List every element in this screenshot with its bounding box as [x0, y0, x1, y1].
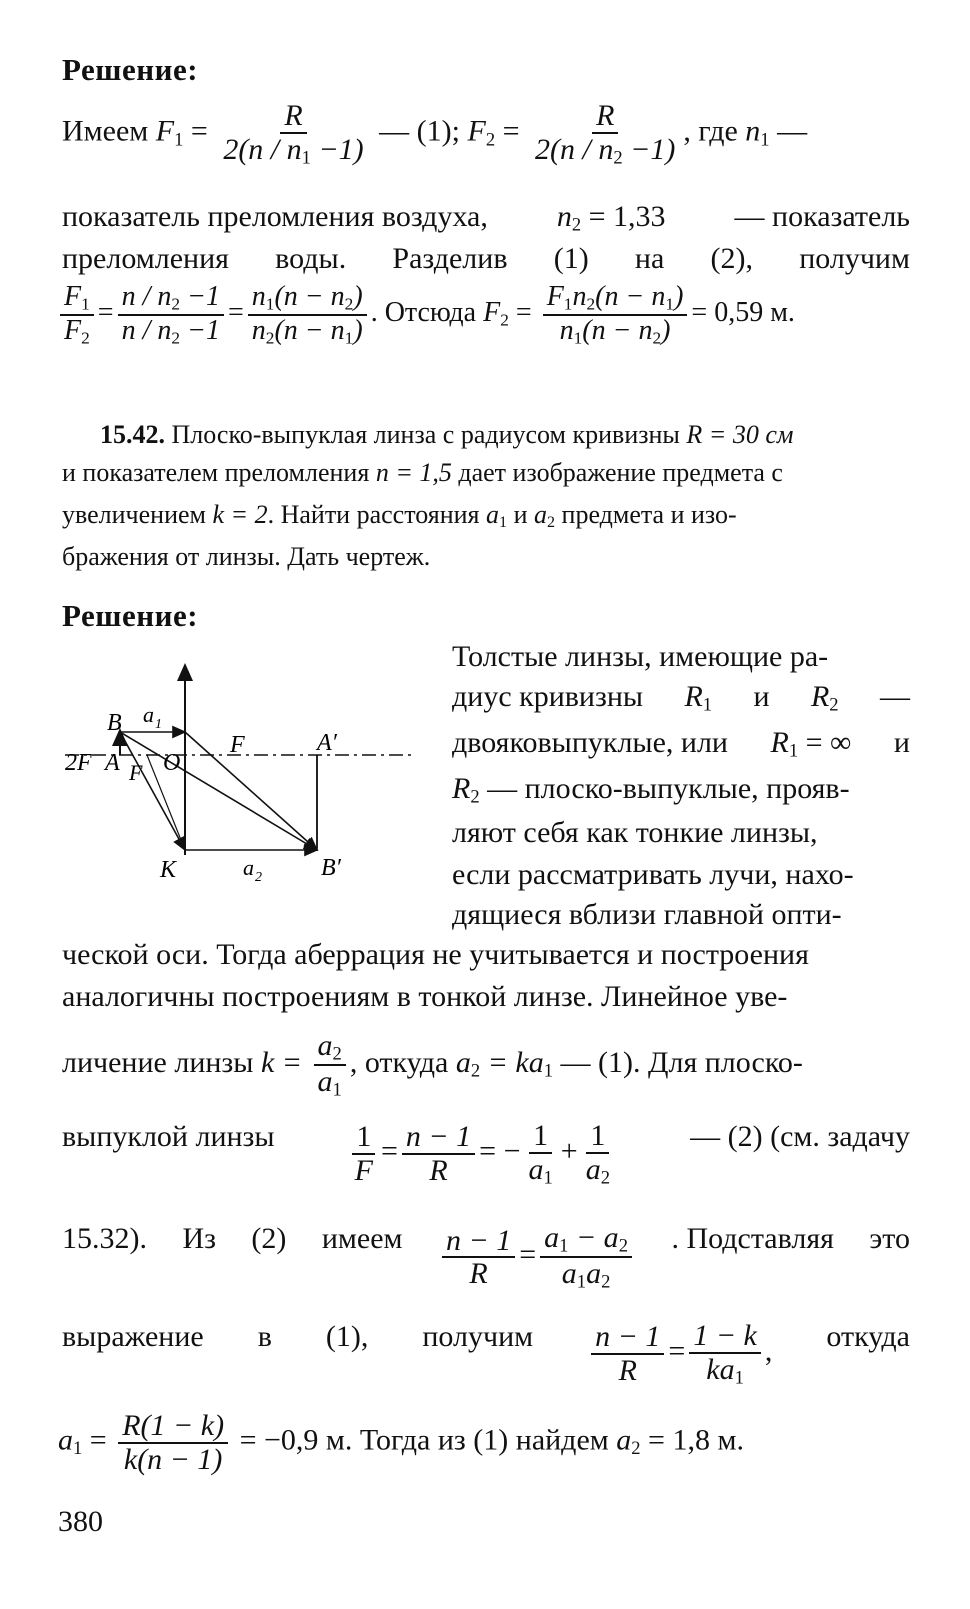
- sol2-line-iz: 15.32). Из (2) имеем $\frac{n - 1}{R}$ = $\frac{a_1 - a_2}{a_1a_2}$ . Подставляя это: [62, 1221, 910, 1293]
- label-a2: a: [243, 855, 254, 880]
- sol2-line-full-1: ческой оси. Тогда аберрация не учитывается и построения: [62, 938, 809, 971]
- sol1-line-2: показатель преломления воздуха, $n_2 = 1,33$ — показатель: [62, 200, 910, 236]
- sol2-line-vyr: выражение в (1), получим $\frac{n - 1}{R}$ = $\frac{1 - k}{ka_1}$ , откуда: [62, 1319, 910, 1389]
- sol1-line-4: $\frac{F_1}{F_2}$ = $\frac{n / n_2 -1}{n / n_2 -1}$ = $\frac{n_1(n - n_2)}{n_2(n - n_1)}$ . Отсюда $F_2$ = $\frac{F_1n_2(n - n_1)}{n_1(n - n_2)}$ = 0,59 м.: [56, 282, 795, 347]
- label-F-low: F: [129, 760, 143, 785]
- problem-line-1: 15.42. Плоско-выпуклая линза с радиусом кривизны R = 30 см: [100, 420, 794, 449]
- formula-f2: $\frac{R}{2(n / n_2 -1)}$: [535, 99, 676, 169]
- label-F-top: F: [230, 732, 245, 758]
- sol2-right-line-7: дящиеся вблизи главной опти-: [452, 898, 842, 931]
- svg-text:2: 2: [255, 870, 262, 885]
- label-2F: 2F: [65, 750, 92, 776]
- sol2-right-line-2: диус кривизны $R_1$ и $R_2$ —: [452, 680, 910, 716]
- page-number: 380: [58, 1505, 103, 1538]
- label-O: O: [163, 750, 181, 776]
- label-K: K: [160, 857, 177, 883]
- sol2-right-line-4: $R_2$ — плоско-выпуклые, прояв-: [452, 772, 850, 808]
- label-A: A: [105, 750, 120, 776]
- sol2-line-vyp: выпуклой линзы $\frac{1}{F}$ = $\frac{n - 1}{R}$ = − $\frac{1}{a_1}$ + $\frac{1}{a_2}$ — (2) (см. задачу: [62, 1119, 910, 1189]
- solution-heading-2: Решение:: [62, 598, 199, 633]
- problem-line-3: увеличением k = 2. Найти расстояния $a_1$ и $a_2$ предмета и изо-: [62, 500, 737, 532]
- sol2-line-full-2: аналогичны построениям в тонкой линзе. Линейное уве-: [62, 980, 788, 1013]
- sol2-right-line-6: если рассматривать лучи, нахо-: [452, 858, 854, 891]
- sol1-line-1: Имеем $F_1$ = $\frac{R}{2(n / n_1 -1)}$ — (1); $F_2$ = $\frac{R}{2(n / n_2 -1)}$ , где $n_1$ —: [62, 99, 808, 169]
- lens-ray-diagram: [55, 660, 435, 900]
- solution-heading-1: Решение:: [62, 52, 199, 87]
- sol2-right-line-3: двояковыпуклые, или $R_1$ = ∞ и: [452, 726, 910, 762]
- problem-line-4: бражения от линзы. Дать чертеж.: [62, 542, 431, 571]
- sol1-line-3: преломления воды. Разделив (1) на (2), получим: [62, 242, 910, 275]
- problem-line-2: и показателем преломления n = 1,5 дает изображение предмета с: [62, 458, 783, 487]
- sol2-line-linear: личение линзы k = $\frac{a_2}{a_1}$ , откуда $a_2 = ka_1$ — (1). Для плоско-: [62, 1029, 803, 1101]
- sol2-right-line-5: ляют себя как тонкие линзы,: [452, 816, 818, 849]
- formula-f1: $\frac{R}{2(n / n_1 -1)}$: [223, 99, 364, 169]
- problem-number: 15.42.: [100, 420, 165, 449]
- label-A-prime: A′: [317, 730, 337, 756]
- label-B-prime: B′: [321, 855, 341, 881]
- label-B: B: [107, 710, 122, 736]
- sol2-line-result: $a_1$ = $\frac{R(1 - k)}{k(n - 1)}$ = −0,9 м. Тогда из (1) найдем $a_2 = 1,8$ м.: [58, 1409, 744, 1476]
- sol2-right-line-1: Толстые линзы, имеющие ра-: [452, 640, 829, 673]
- label-a1: a: [143, 702, 154, 727]
- svg-text:1: 1: [155, 717, 162, 732]
